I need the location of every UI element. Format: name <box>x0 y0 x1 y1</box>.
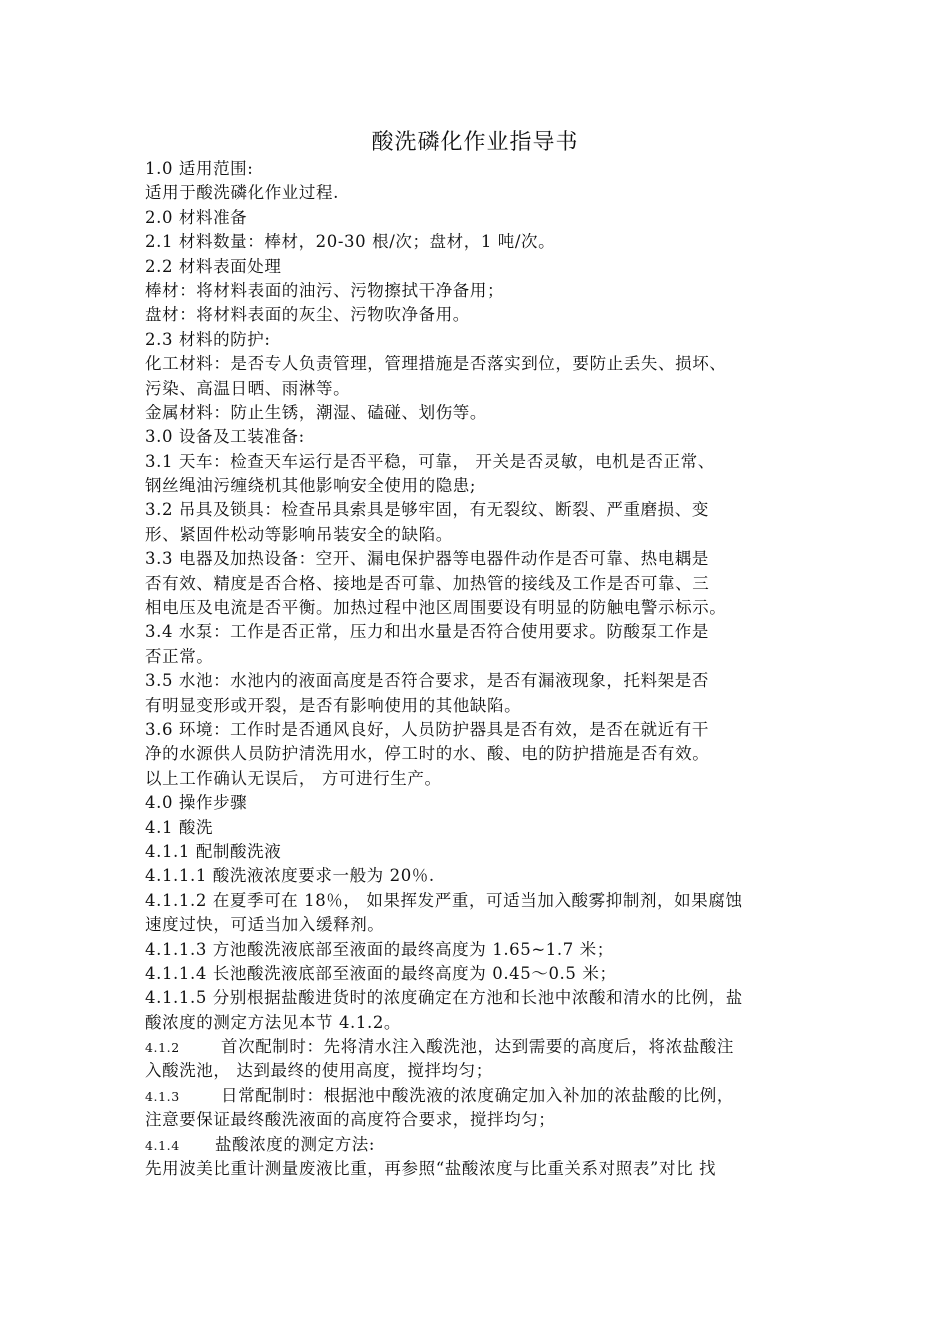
text-line: 净的水源供人员防护清洗用水，停工时的水、酸、电的防护措施是否有效。 <box>145 744 710 764</box>
document-title: 酸洗磷化作业指导书 <box>371 130 579 155</box>
text-line: 4.1.1.2 在夏季可在 18％， 如果挥发严重，可适当加入酸雾抑制剂，如果腐蚀 <box>145 890 743 910</box>
text-line: 4.1 酸洗 <box>145 817 214 837</box>
text-line: 盘材：将材料表面的灰尘、污物吹净备用。 <box>145 305 470 325</box>
text-line: 3.1 天车：检查天车运行是否平稳，可靠， 开关是否灵敏，电机是否正常、 <box>145 451 715 471</box>
text-line: 棒材：将材料表面的油污、污物擦拭干净备用； <box>145 280 505 300</box>
text-line: 先用波美比重计测量废液比重，再参照“盐酸浓度与比重关系对照表”对比 找 <box>145 1159 717 1179</box>
text-line: 否有效、精度是否合格、接地是否可靠、加热管的接线及工作是否可靠、三 <box>145 573 710 593</box>
section-number: 4.1.4 <box>145 1137 180 1153</box>
section-text: 日常配制时：根据池中酸洗液的浓度确定加入补加的浓盐酸的比例， <box>221 1085 734 1105</box>
text-line: 2.3 材料的防护: <box>145 329 271 349</box>
section-number: 4.1.3 <box>145 1088 180 1104</box>
text-line: 4.1.1.5 分别根据盐酸进货时的浓度确定在方池和长池中浓酸和清水的比例，盐 <box>145 988 743 1008</box>
text-line: 钢丝绳油污缠绕机其他影响安全使用的隐患; <box>145 476 477 496</box>
text-line: 以上工作确认无误后， 方可进行生产。 <box>145 768 442 788</box>
text-line: 2.2 材料表面处理 <box>145 256 282 276</box>
text-line: 化工材料：是否专人负责管理，管理措施是否落实到位，要防止丢失、损坏、 <box>145 354 727 374</box>
text-line: 4.1.1 配制酸洗液 <box>145 841 282 861</box>
text-line: 3.4 水泵：工作是否正常，压力和出水量是否符合使用要求。防酸泵工作是 <box>145 622 709 642</box>
text-line: 入酸洗池， 达到最终的使用高度，搅拌均匀； <box>145 1061 493 1081</box>
text-line: 否正常。 <box>145 646 214 666</box>
text-line: 相电压及电流是否平衡。加热过程中池区周围要设有明显的防触电警示标示。 <box>145 598 727 618</box>
text-line: 3.0 设备及工装准备: <box>145 427 305 447</box>
text-line: 3.5 水池：水池内的液面高度是否符合要求，是否有漏液现象，托料架是否 <box>145 671 709 691</box>
text-line: 3.3 电器及加热设备：空开、漏电保护器等电器件动作是否可靠、热电耦是 <box>145 549 709 569</box>
section-text: 盐酸浓度的测定方法: <box>215 1134 376 1154</box>
text-line: 4.1.1.4 长池酸洗液底部至液面的最终高度为 0.45〜0.5 米； <box>145 963 617 983</box>
text-line: 形、紧固件松动等影响吊装安全的缺陷。 <box>145 524 453 544</box>
numbered-line <box>145 1084 825 1108</box>
text-line: 4.0 操作步骤 <box>145 793 248 813</box>
text-line: 污染、高温日晒、雨淋等。 <box>145 378 351 398</box>
text-line: 注意要保证最终酸洗液面的高度符合要求，搅拌均匀； <box>145 1110 556 1130</box>
text-line: 4.1.1.1 酸洗液浓度要求一般为 20％. <box>145 866 435 886</box>
numbered-line <box>145 1035 825 1059</box>
numbered-line <box>145 1133 825 1157</box>
section-number: 4.1.2 <box>145 1040 180 1056</box>
text-line: 酸浓度的测定方法见本节 4.1.2。 <box>145 1012 402 1032</box>
text-line: 速度过快，可适当加入缓释剂。 <box>145 915 385 935</box>
text-line: 3.2 吊具及锁具：检查吊具索具是够牢固，有无裂纹、断裂、严重磨损、变 <box>145 500 709 520</box>
text-line: 有明显变形或开裂，是否有影响使用的其他缺陷。 <box>145 695 522 715</box>
text-line: 2.0 材料准备 <box>145 207 248 227</box>
text-line: 适用于酸洗磷化作业过程. <box>145 183 339 203</box>
text-line: 2.1 材料数量：棒材，20-30 根/次；盘材，1 吨/次。 <box>145 232 556 252</box>
document-body <box>145 157 825 1181</box>
text-line: 4.1.1.3 方池酸洗液底部至液面的最终高度为 1.65~1.7 米； <box>145 939 614 959</box>
text-line: 1.0 适用范围: <box>145 159 254 178</box>
text-line: 3.6 环境：工作时是否通风良好，人员防护器具是否有效，是否在就近有干 <box>145 719 709 739</box>
text-line: 金属材料：防止生锈，潮湿、磕碰、划伤等。 <box>145 402 487 422</box>
section-text: 首次配制时：先将清水注入酸洗池，达到需要的高度后，将浓盐酸注 <box>221 1037 734 1057</box>
